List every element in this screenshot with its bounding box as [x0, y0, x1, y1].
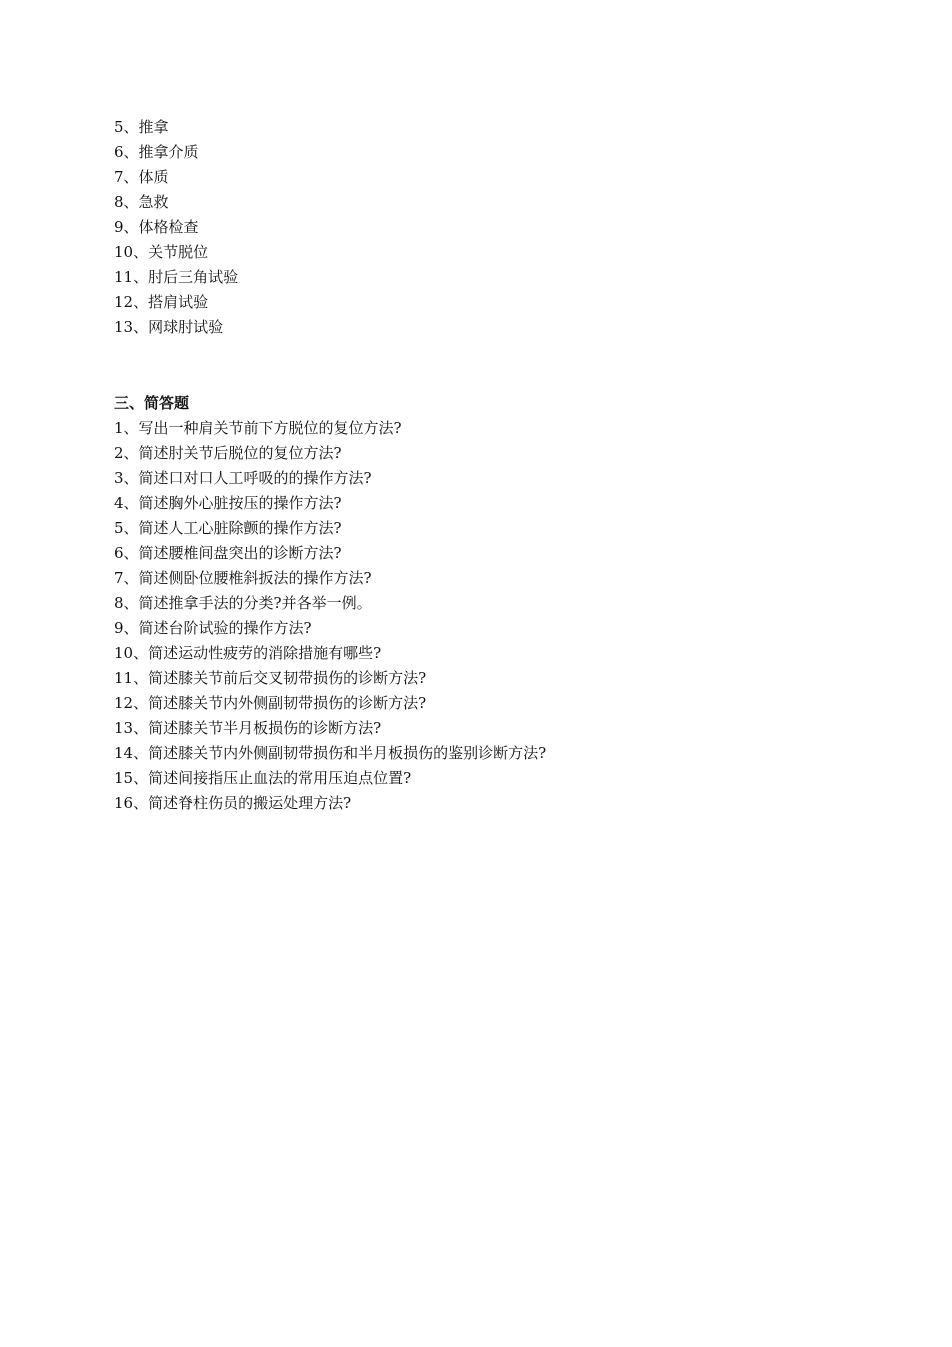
question-item: 2、简述肘关节后脱位的复位方法? — [114, 444, 342, 462]
question-item: 8、简述推拿手法的分类?并各举一例。 — [114, 594, 372, 612]
question-item: 5、简述人工心脏除颤的操作方法? — [114, 519, 342, 537]
question-item: 16、简述脊柱伤员的搬运处理方法? — [114, 794, 352, 812]
term-item: 8、急救 — [114, 193, 169, 211]
question-item: 1、写出一种肩关节前下方脱位的复位方法? — [114, 419, 402, 437]
question-item: 12、简述膝关节内外侧副韧带损伤的诊断方法? — [114, 694, 427, 712]
term-item: 13、网球肘试验 — [114, 318, 224, 336]
term-item: 9、体格检查 — [114, 218, 199, 236]
questions-list — [114, 416, 546, 816]
question-item: 7、简述侧卧位腰椎斜扳法的操作方法? — [114, 569, 372, 587]
term-item: 5、推拿 — [114, 118, 169, 136]
section-heading-short-answer: 三、简答题 — [114, 394, 190, 412]
question-item: 9、简述台阶试验的操作方法? — [114, 619, 312, 637]
term-item: 11、肘后三角试验 — [114, 268, 239, 286]
term-item: 6、推拿介质 — [114, 143, 199, 161]
question-item: 4、简述胸外心脏按压的操作方法? — [114, 494, 342, 512]
term-item: 12、搭肩试验 — [114, 293, 209, 311]
question-item: 3、简述口对口人工呼吸的的操作方法? — [114, 469, 372, 487]
question-item: 15、简述间接指压止血法的常用压迫点位置? — [114, 769, 412, 787]
question-item: 10、简述运动性疲劳的消除措施有哪些? — [114, 644, 382, 662]
terms-list — [114, 115, 238, 340]
question-item: 11、简述膝关节前后交叉韧带损伤的诊断方法? — [114, 669, 427, 687]
question-item: 14、简述膝关节内外侧副韧带损伤和半月板损伤的鉴别诊断方法? — [114, 744, 547, 762]
question-item: 6、简述腰椎间盘突出的诊断方法? — [114, 544, 342, 562]
term-item: 7、体质 — [114, 168, 169, 186]
term-item: 10、关节脱位 — [114, 243, 209, 261]
question-item: 13、简述膝关节半月板损伤的诊断方法? — [114, 719, 382, 737]
